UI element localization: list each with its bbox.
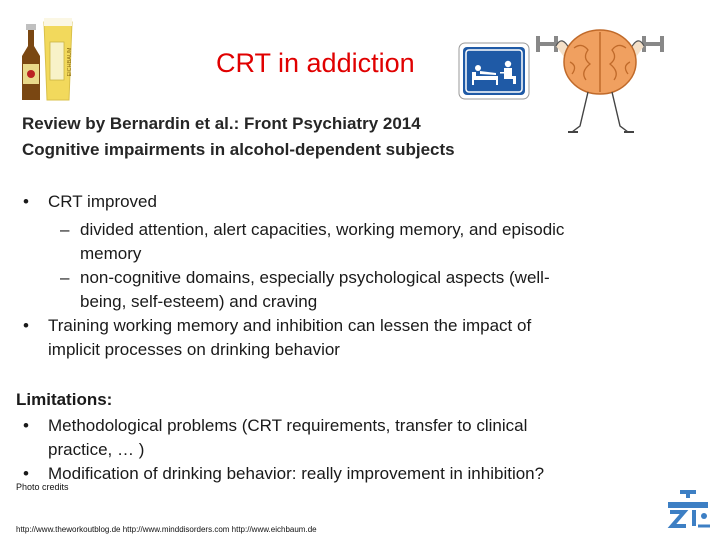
- dash-marker: –: [60, 268, 70, 287]
- bullet-text-line2: implicit processes on drinking behavior: [48, 340, 340, 359]
- dash-marker: –: [60, 220, 70, 239]
- bullet-marker: •: [23, 416, 29, 435]
- photo-credits-label: Photo credits: [16, 482, 69, 492]
- bullet-item: [16, 314, 696, 362]
- limitation-item: [16, 414, 696, 462]
- therapy-couch-sign-icon: [458, 42, 530, 100]
- zi-logo-icon: [660, 488, 716, 532]
- review-topic: Cognitive impairments in alcohol-dependent subjects: [22, 140, 455, 159]
- review-citation: Review by Bernardin et al.: Front Psychiatry 2014: [22, 114, 421, 133]
- bullet-marker: •: [23, 192, 29, 211]
- photo-credits-urls: http://www.theworkoutblog.de http://www.minddisorders.com http://www.eichbaum.de: [16, 525, 317, 534]
- limitations-heading: Limitations:: [16, 390, 113, 409]
- sub-bullet-text-line1: divided attention, alert capacities, working memory, and episodic: [80, 220, 565, 239]
- bullet-marker: •: [23, 316, 29, 335]
- bottle-label-text: EICHBAUM: [67, 47, 73, 77]
- muscular-brain-cartoon: [528, 14, 670, 140]
- slide-title: CRT in addiction: [216, 48, 415, 78]
- limitation-text-line1: Modification of drinking behavior: really improvement in inhibition?: [48, 464, 545, 483]
- beer-bottle-photo: [14, 12, 78, 104]
- bullet-text-line1: Training working memory and inhibition can lessen the impact of: [48, 316, 532, 335]
- sub-bullet-text-line2: being, self-esteem) and craving: [80, 292, 318, 311]
- sub-bullet-text-line1: non-cognitive domains, especially psychological aspects (well-: [80, 268, 550, 287]
- sub-bullet-item: [60, 266, 700, 314]
- bullet-text: CRT improved: [48, 192, 157, 211]
- limitation-text-line2: practice, … ): [48, 440, 145, 459]
- bullet-marker: •: [23, 464, 29, 483]
- limitation-item: [16, 462, 696, 486]
- bullet-item: [16, 190, 696, 214]
- sub-bullet-item: [60, 218, 700, 266]
- sub-bullet-text-line2: memory: [80, 244, 142, 263]
- limitation-text-line1: Methodological problems (CRT requirements, transfer to clinical: [48, 416, 528, 435]
